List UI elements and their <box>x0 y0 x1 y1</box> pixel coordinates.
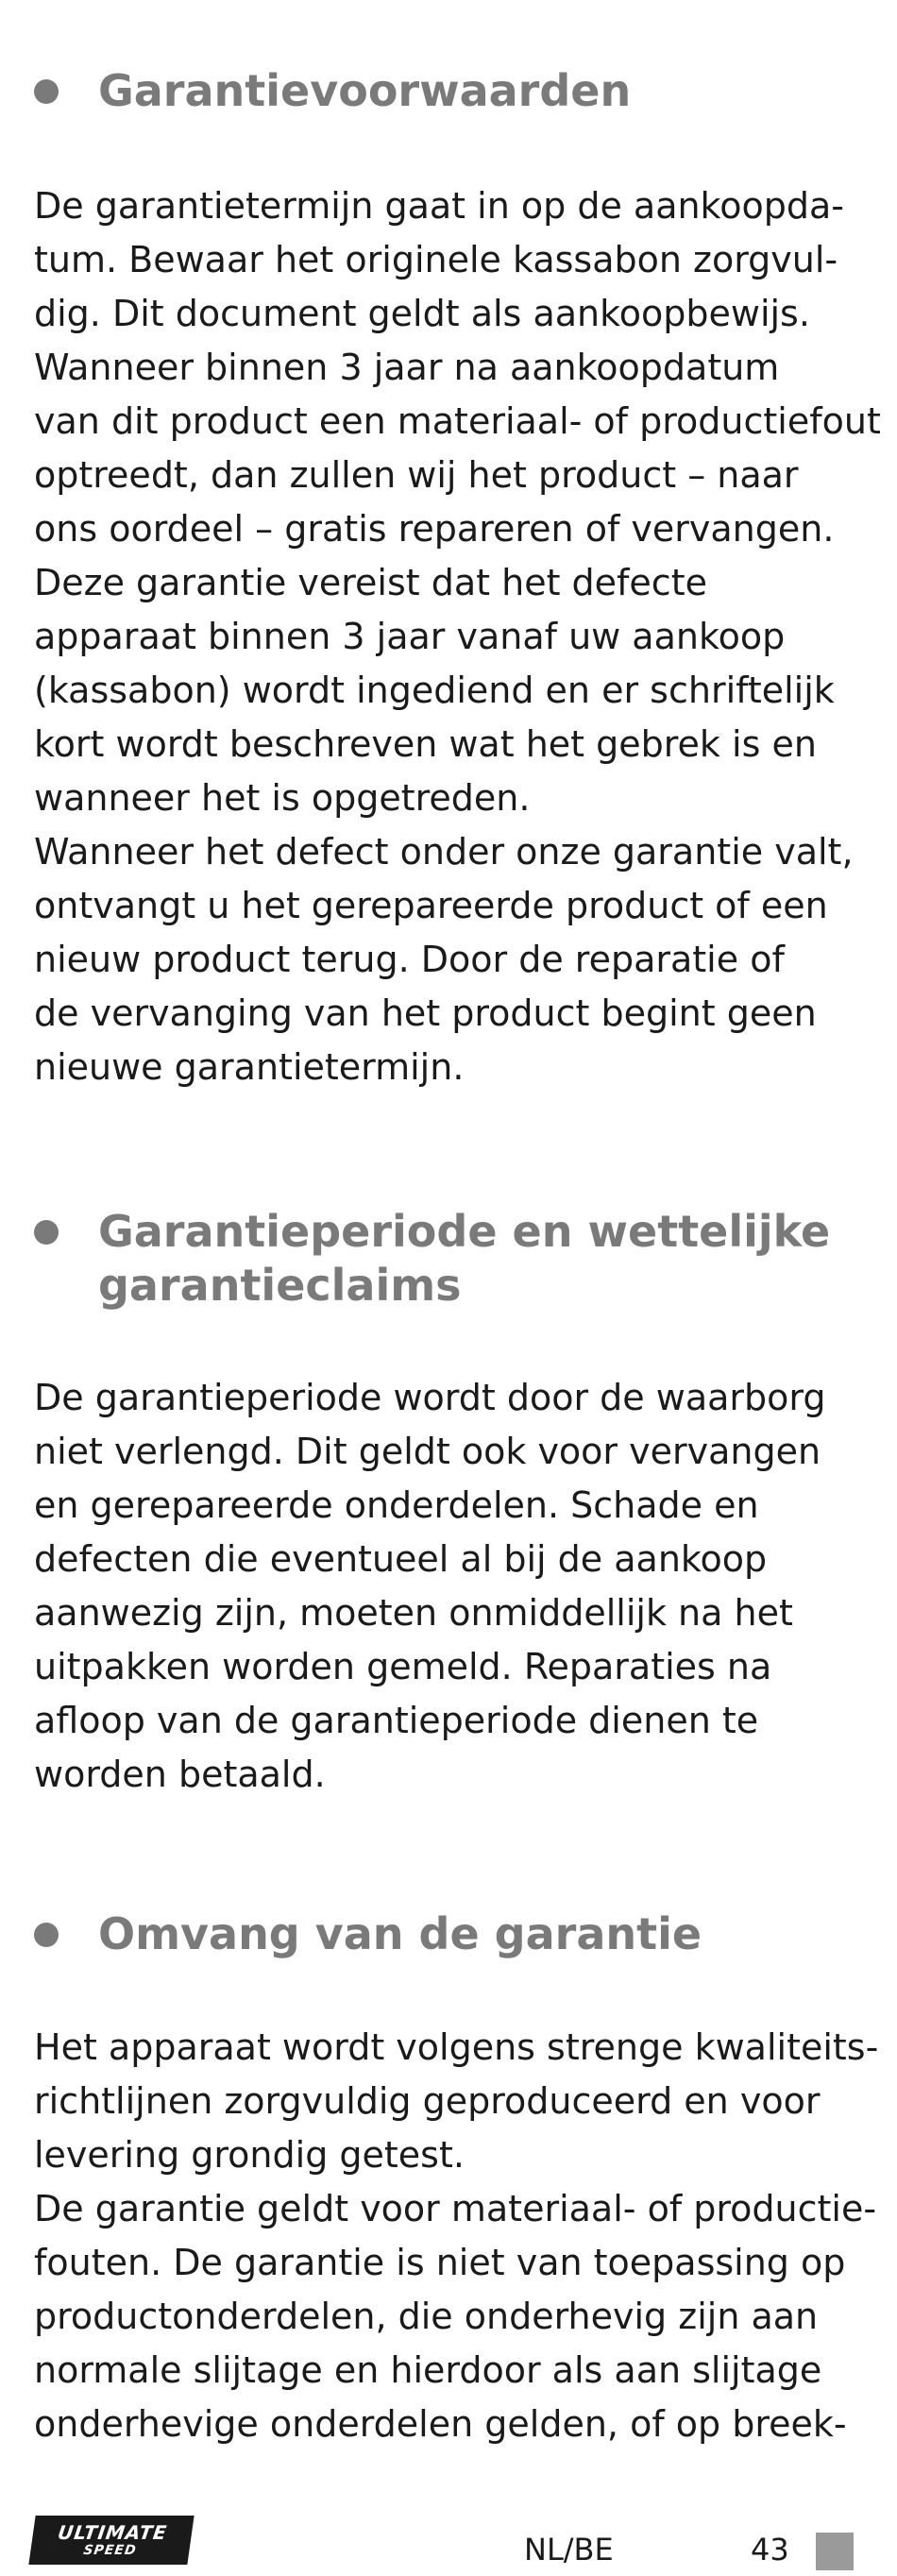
heading-line: garantieclaims <box>98 1260 462 1311</box>
body-line: nieuw product terug. Door de reparatie of <box>34 939 785 980</box>
body-line: richtlijnen zorgvuldig geproduceerd en voor <box>34 2080 821 2122</box>
body-line: kort wordt beschreven wat het gebrek is en <box>34 723 817 765</box>
body-line: De garantietermijn gaat in op de aankoopda- <box>34 185 844 227</box>
body-line: uitpakken worden gemeld. Reparaties na <box>34 1646 772 1687</box>
body-line: De garantie geldt voor materiaal- of productie- <box>34 2188 877 2229</box>
body-line: levering grondig getest. <box>34 2134 465 2176</box>
logo-text-top: ULTIMATE <box>56 2521 169 2544</box>
section-heading-omvang <box>34 1907 865 1961</box>
body-line: apparaat binnen 3 jaar vanaf uw aankoop <box>34 616 786 657</box>
body-line: aanwezig zijn, moeten onmiddellijk na het <box>34 1592 793 1634</box>
body-line: worden betaald. <box>34 1754 326 1795</box>
body-line: van dit product een materiaal- of productiefout <box>34 400 881 442</box>
footer-square-marker <box>816 2533 854 2570</box>
section-body-garantievoorwaarden <box>34 179 881 1094</box>
body-line: De garantieperiode wordt door de waarborg <box>34 1377 826 1418</box>
body-line: afloop van de garantieperiode dienen te <box>34 1700 759 1741</box>
body-line: tum. Bewaar het originele kassabon zorgvul- <box>34 239 838 280</box>
body-line: dig. Dit document geldt als aankoopbewijs. <box>34 293 810 334</box>
body-line: en gerepareerde onderdelen. Schade en <box>34 1484 759 1526</box>
heading-line: Garantievoorwaarden <box>98 65 632 116</box>
section-body-omvang <box>34 2021 879 2451</box>
section-heading-garantievoorwaarden <box>34 64 865 118</box>
bullet-icon <box>34 1923 59 1947</box>
section-body-garantieperiode <box>34 1371 865 1802</box>
body-line: onderhevige onderdelen gelden, of op breek- <box>34 2403 847 2445</box>
body-line: productonderdelen, die onderhevig zijn aan <box>34 2296 819 2337</box>
body-line: niet verlengd. Dit geldt ook voor vervangen <box>34 1431 821 1472</box>
body-line: fouten. De garantie is niet van toepassing op <box>34 2242 846 2283</box>
ultimate-speed-logo <box>28 2516 194 2565</box>
body-line: Het apparaat wordt volgens strenge kwaliteits- <box>34 2026 879 2068</box>
body-line: normale slijtage en hierdoor als aan slijtage <box>34 2349 822 2391</box>
body-line: optreedt, dan zullen wij het product – naar <box>34 454 799 496</box>
body-line: ons oordeel – gratis repareren of vervangen. <box>34 508 835 550</box>
bullet-icon <box>34 1220 59 1245</box>
footer-language: NL/BE <box>524 2532 614 2568</box>
body-line: Wanneer binnen 3 jaar na aankoopdatum <box>34 347 780 388</box>
logo-text-bottom: SPEED <box>82 2543 138 2558</box>
heading-line: Garantieperiode en wettelijke <box>98 1206 831 1257</box>
heading-text <box>98 64 865 118</box>
body-line: defecten die eventueel al bij de aankoop <box>34 1538 768 1580</box>
heading-text <box>98 1907 865 1961</box>
heading-text <box>98 1205 865 1313</box>
body-line: Wanneer het defect onder onze garantie valt, <box>34 831 854 873</box>
body-line: ontvangt u het gerepareerde product of een <box>34 885 828 926</box>
section-heading-garantieperiode <box>34 1205 865 1313</box>
body-line: (kassabon) wordt ingediend en er schriftelijk <box>34 669 835 711</box>
bullet-icon <box>34 79 59 104</box>
body-line: wanneer het is opgetreden. <box>34 777 531 819</box>
body-line: de vervanging van het product begint geen <box>34 992 817 1034</box>
body-line: Deze garantie vereist dat het defecte <box>34 562 707 603</box>
heading-line: Omvang van de garantie <box>98 1908 702 1959</box>
footer-page-number: 43 <box>751 2532 789 2568</box>
body-line: nieuwe garantietermijn. <box>34 1046 465 1088</box>
